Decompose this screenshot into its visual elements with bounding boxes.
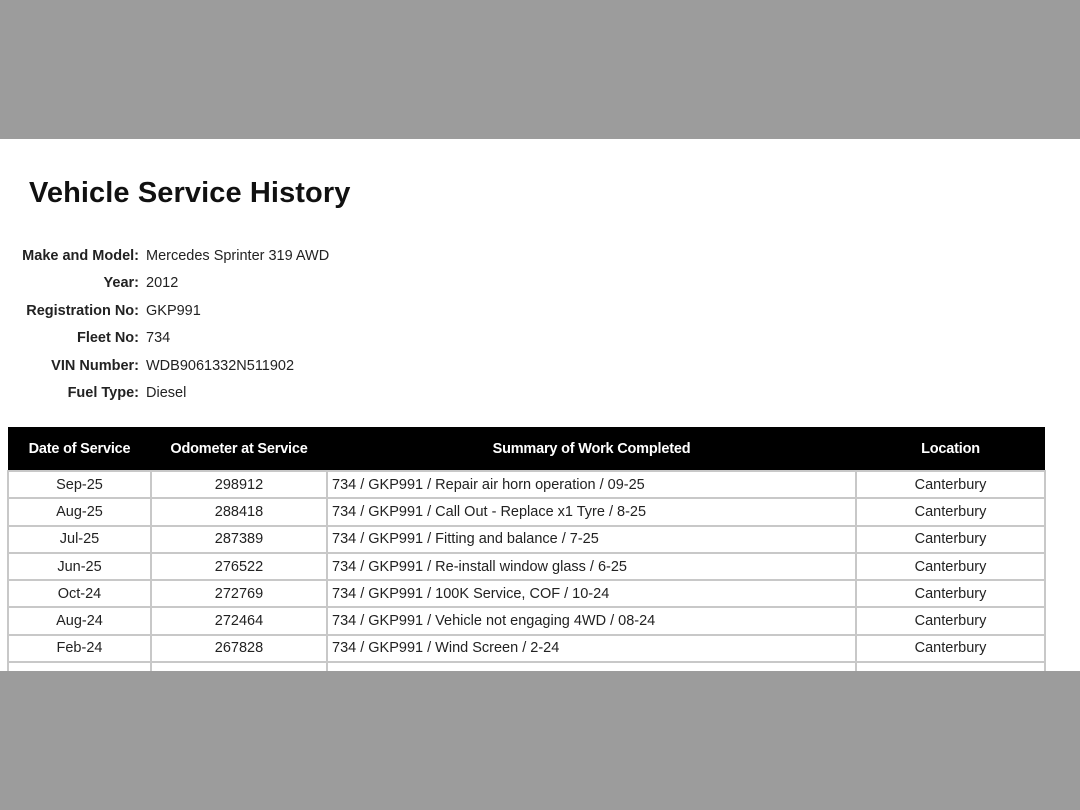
cell-odometer: 298912 [151, 471, 327, 498]
info-row-make-model [0, 242, 500, 270]
info-row-year [0, 270, 500, 298]
table-row [8, 526, 1045, 553]
info-label: Registration No: [26, 302, 139, 319]
cell-odometer: 288418 [151, 498, 327, 525]
cell-location: Canterbury [856, 498, 1045, 525]
info-value: Diesel [146, 385, 187, 402]
table-header-row [8, 427, 1045, 471]
cell-odometer: 272464 [151, 607, 327, 634]
cell-location: Canterbury [856, 553, 1045, 580]
cell-location: Canterbury [856, 635, 1045, 662]
table-row [8, 607, 1045, 634]
table-row [8, 580, 1045, 607]
cell-summary: 734 / GKP991 / Vehicle not engaging 4WD / 08-24 [327, 607, 856, 634]
table-row [8, 635, 1045, 662]
info-value: WDB9061332N511902 [146, 357, 295, 374]
cell-date: Oct-24 [8, 580, 151, 607]
info-value: GKP991 [146, 302, 201, 319]
info-row-vin [0, 352, 500, 380]
cell-summary: 734 / GKP991 / Fitting and balance / 7-25 [327, 526, 856, 553]
top-gray-band [0, 0, 1080, 139]
header-odometer: Odometer at Service [151, 427, 327, 471]
cell-date: Jun-25 [8, 553, 151, 580]
cell-odometer: 267828 [151, 635, 327, 662]
header-summary: Summary of Work Completed [327, 427, 856, 471]
cell-odometer: 276522 [151, 553, 327, 580]
cell-summary: 734 / GKP991 / 100K Service, COF / 10-24 [327, 580, 856, 607]
service-history-table [7, 427, 1046, 671]
cell-summary: 734 / GKP991 / Call Out - Replace x1 Tyre / 8-25 [327, 498, 856, 525]
cell-location: Canterbury [856, 580, 1045, 607]
cell-location: Canterbury [856, 607, 1045, 634]
cell-summary: 734 / GKP991 / Wind Screen / 2-24 [327, 635, 856, 662]
cell-location: Canterbury [856, 471, 1045, 498]
info-row-fleet [0, 325, 500, 353]
cell-date: Sep-25 [8, 471, 151, 498]
cell-summary: 734 / GKP991 / Re-install window glass / 6-25 [327, 553, 856, 580]
cell-date: Aug-25 [8, 498, 151, 525]
cell-summary [327, 662, 856, 671]
cell-location: Canterbury [856, 526, 1045, 553]
cell-odometer: 287389 [151, 526, 327, 553]
cell-odometer [151, 662, 327, 671]
info-value: 2012 [146, 275, 179, 292]
info-label: VIN Number: [51, 357, 139, 374]
vehicle-info [0, 242, 500, 407]
cell-location [856, 662, 1045, 671]
cell-summary: 734 / GKP991 / Repair air horn operation / 09-25 [327, 471, 856, 498]
document-page [0, 139, 1080, 671]
info-label: Year: [103, 275, 139, 292]
cell-date: Feb-24 [8, 635, 151, 662]
table-row [8, 553, 1045, 580]
info-row-fuel [0, 380, 500, 408]
table-row [8, 498, 1045, 525]
info-label: Make and Model: [22, 247, 139, 264]
cell-date [8, 662, 151, 671]
table-row [8, 662, 1045, 671]
info-label: Fleet No: [76, 330, 139, 347]
cell-date: Aug-24 [8, 607, 151, 634]
header-location: Location [856, 427, 1045, 471]
document-title: Vehicle Service History [29, 177, 351, 209]
table-row [8, 471, 1045, 498]
cell-date: Jul-25 [8, 526, 151, 553]
info-row-registration [0, 297, 500, 325]
bottom-gray-band [0, 671, 1080, 810]
info-label: Fuel Type: [67, 385, 139, 402]
info-value: Mercedes Sprinter 319 AWD [146, 247, 330, 264]
header-date: Date of Service [8, 427, 151, 471]
cell-odometer: 272769 [151, 580, 327, 607]
info-value: 734 [146, 330, 171, 347]
